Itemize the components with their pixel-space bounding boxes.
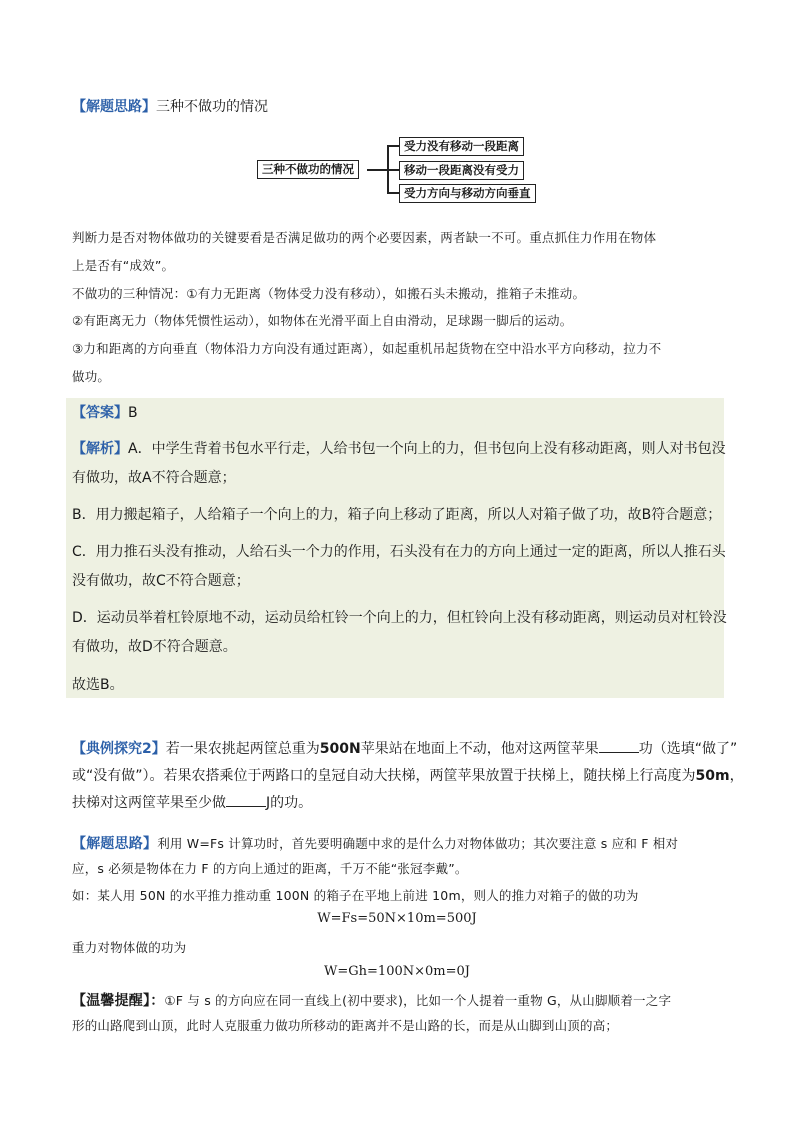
answer-blank[interactable] (599, 740, 639, 753)
answer-blank[interactable] (226, 794, 266, 807)
section-line (72, 833, 678, 853)
example-tag: 【典例探究2】 (72, 741, 166, 757)
example-number: 50m (695, 768, 730, 784)
example-number: 500N (319, 741, 361, 757)
example-line (72, 765, 744, 785)
equation-1: W=Fs=50N×10m=500J (317, 911, 477, 926)
explain-line: 不做功的三种情况：①有力无距离（物体受力没有移动），如搬石头未搬动，推箱子未推动。 (72, 286, 586, 301)
diagram-branch-2: 移动一段距离没有受力 (399, 161, 524, 180)
analysis-line: D．运动员举着杠铃原地不动，运动员给杠铃一个向上的力，但杠铃向上没有移动距离，则运动员对杠铃没 (72, 610, 727, 626)
example-text: 若一果农挑起两筐总重为 (165, 741, 320, 757)
conclusion-line: 故选B。 (72, 677, 124, 693)
example-text: 苹果站在地面上不动，他对这两筐苹果 (360, 741, 599, 757)
tip-line: 形的山路爬到山顶，此时人克服重力做功所移动的距离并不是山路的长，而是从山脚到山顶的高； (72, 1018, 619, 1033)
diagram-connector (367, 169, 387, 171)
section-tag: 【解题思路】 (72, 836, 158, 852)
tip-tag: 【温馨提醒】： (72, 993, 165, 1009)
answer-tag: 【答案】 (72, 405, 128, 421)
analysis-line: C．用力推石头没有推动，人给石头一个力的作用，石头没有在力的方向上通过一定的距离，所以人推石头 (72, 544, 726, 560)
tip-line (72, 990, 671, 1010)
explain-line: ③力和距离的方向垂直（物体沿力方向没有通过距离），如起重机吊起货物在空中沿水平方向移动，拉力不 (72, 341, 662, 356)
analysis-tag: 【解析】 (72, 441, 128, 457)
analysis-text: A．中学生背着书包水平行走，人给书包一个向上的力，但书包向上没有移动距离，则人对书包没 (128, 441, 726, 457)
section-text: 利用 W=Fs 计算功时，首先要明确题中求的是什么力对物体做功；其次要注意 s 应和 F 相对 (157, 836, 679, 851)
diagram-connector (387, 145, 399, 147)
example-text: J的功。 (266, 795, 313, 811)
answer-value: B (128, 405, 138, 421)
example-text: 或“没有做”）。若果农搭乘位于两路口的皇冠自动大扶梯，两筐苹果放置于扶梯上，随扶梯上行高度为 (72, 768, 696, 784)
diagram-branch-3: 受力方向与移动方向垂直 (399, 184, 536, 203)
example-text: 功（选填“做了” (638, 741, 738, 757)
section-tag: 【解题思路】 (72, 99, 156, 115)
analysis-line: 有做功，故D不符合题意。 (72, 639, 237, 655)
section-heading-1 (72, 96, 268, 116)
example-text: 扶梯对这两筐苹果至少做 (72, 795, 226, 811)
diagram-connector (387, 192, 399, 194)
section-heading-text: 三种不做功的情况 (156, 99, 268, 115)
diagram-connector (387, 169, 399, 171)
example-line (72, 792, 312, 812)
example-line (72, 738, 737, 758)
equation-2: W=Gh=100N×0m=0J (324, 964, 470, 979)
analysis-line: B．用力搬起箱子，人给箱子一个向上的力，箱子向上移动了距离，所以人对箱子做了功，故B符合题意； (72, 507, 722, 523)
explain-line: 判断力是否对物体做功的关键要看是否满足做功的两个必要因素，两者缺一不可。重点抓住力作用在物体 (72, 230, 657, 245)
analysis-line: 没有做功，故C不符合题意； (72, 573, 250, 589)
explain-line: 上是否有“成效”。 (72, 258, 175, 273)
explain-line: 做功。 (72, 369, 111, 384)
concept-diagram (257, 136, 537, 202)
section-line: 重力对物体做的功为 (72, 940, 187, 955)
diagram-root: 三种不做功的情况 (257, 160, 359, 179)
answer-block (66, 398, 727, 698)
analysis-line: 有做功，故A不符合题意； (72, 470, 236, 486)
section-line: 应，s 必须是物体在力 F 的方向上通过的距离，千万不能“张冠李戴”。 (72, 861, 468, 876)
section-line: 如：某人用 50N 的水平推力推动重 100N 的箱子在平地上前进 10m，则人的推力对箱子的做的功为 (72, 888, 639, 903)
explain-line: ②有距离无力（物体凭惯性运动），如物体在光滑平面上自由滑动，足球踢一脚后的运动。 (72, 313, 573, 328)
answer-line (72, 402, 138, 422)
diagram-branch-1: 受力没有移动一段距离 (399, 137, 524, 156)
analysis-line (72, 438, 726, 458)
tip-text: ①F 与 s 的方向应在同一直线上(初中要求)，比如一个人提着一重物 G，从山脚顺着一之字 (164, 993, 672, 1008)
example-text: ， (729, 768, 744, 784)
